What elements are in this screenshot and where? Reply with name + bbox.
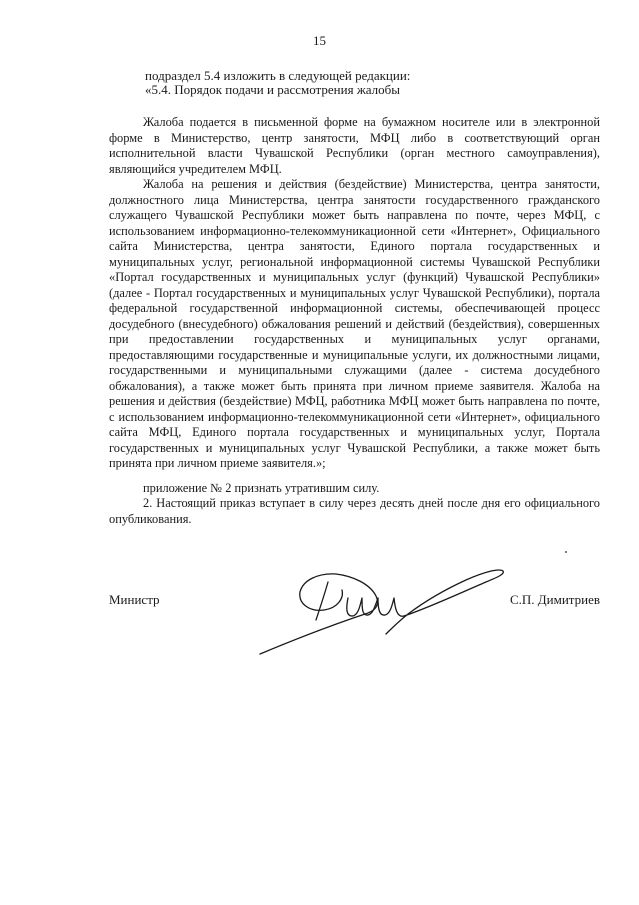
paragraph-effective-date: 2. Настоящий приказ вступает в силу через десять дней после дня его официального опубликования. <box>109 496 600 526</box>
paragraph-complaint-form: Жалоба подается в письменной форме на бумажном носителе или в электронной форме в Министерство, центр занятости, МФЦ либо в соответствующий орган исполнительной власти Чувашской Республики (орган местного самоуправления), являющийся учредителем МФЦ. <box>109 115 600 176</box>
paragraph-appendix: приложение № 2 признать утратившим силу. <box>143 480 380 495</box>
signer-name: С.П. Димитриев <box>509 592 600 607</box>
page-number: 15 <box>313 33 326 48</box>
handwritten-signature-icon <box>258 568 508 658</box>
signer-title: Министр <box>109 592 160 607</box>
intro-line-subsection: подраздел 5.4 изложить в следующей редакции: <box>145 68 411 83</box>
paragraph-complaint-channels: Жалоба на решения и действия (бездействие) Министерства, центра занятости, должностного лица Министерства, центра занятости государственного гражданского служащего Чувашской Республики может быть направлена по почте, через МФЦ, с использованием информационно-телекоммуникационной сети «Интернет», Официального сайта Министерства, центра занятости, Единого портала государственных и муниципальных услуг, региональной информационной системы Чувашской Республики «Портал государственных и муниципальных услуг (функций) Чувашской Республики» (далее - Портал государственных и муниципальных услуг Чувашской Республики), портала федеральной государственной информационной системы, обеспечивающей процесс досудебного (внесудебного) обжалования решений и действий (бездействия), совершенных при предоставлении государственных и муниципальных услуг органами, предоставляющими государственные и муниципальные услуги, их должностными лицами, государственными и муниципальными служащими (далее - система досудебного обжалования), а также может быть принята при личном приеме заявителя. Жалоба на решения и действия (бездействие) МФЦ, работника МФЦ может быть направлена по почте, с использованием информационно-телекоммуникационной сети «Интернет», официального сайта МФЦ, Единого портала государственных и муниципальных услуг, Портала государственных и муниципальных услуг Чувашской Республики, а также может быть принята при личном приеме заявителя.»; <box>109 177 600 470</box>
stray-dot <box>565 551 567 553</box>
document-body <box>109 115 600 527</box>
intro-line-heading: «5.4. Порядок подачи и рассмотрения жалобы <box>145 82 401 97</box>
